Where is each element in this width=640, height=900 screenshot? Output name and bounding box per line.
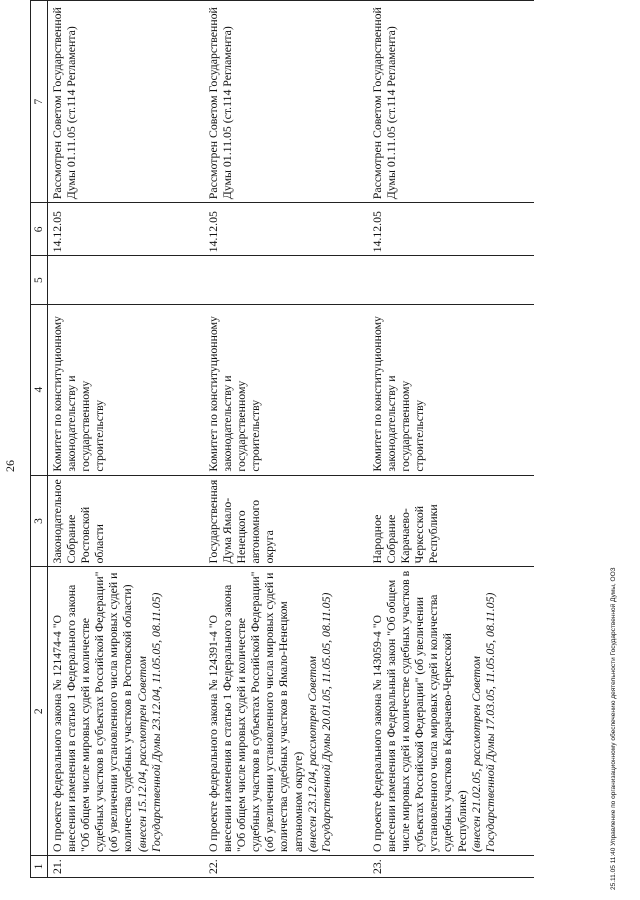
bill-title: О проекте федерального закона № 124391-4 "О внесении изменения в статью 1 Федерального закона "Об общем числе мировых судей и количестве судебных участков в субъектах Российской Федерации" (об увеличении установленного числа мировых судей и количества судебных участков в Ямало-Ненецком автономном округе) (206, 571, 305, 853)
footer-text: 25.11.05 11:40 Управление по организационному обеспечению деятельности Государственной Думы, ООЗ (610, 567, 617, 890)
bill-description (48, 567, 205, 856)
responsible-committee: Комитет по конституционному законодательству и государственному строительству (368, 304, 534, 475)
table-row (368, 1, 534, 878)
row-number: 21. (48, 856, 205, 878)
bill-history-note: (внесен 21.02.05, рассмотрен Советом Государственной Думы 17.03.05, 11.05.05, 08.11.05) (468, 592, 497, 853)
row-number: 22. (204, 856, 368, 878)
bill-description (368, 567, 534, 856)
review-date: 14.12.05 (204, 203, 368, 256)
initiator: Государственная Дума Ямало-Ненецкого автономного округа (204, 475, 368, 567)
header-row (31, 1, 48, 878)
status-note: Рассмотрен Советом Государственной Думы 01.11.05 (ст.114 Регламента) (368, 1, 534, 203)
status-note: Рассмотрен Советом Государственной Думы 01.11.05 (ст.114 Регламента) (204, 1, 368, 203)
bill-title: О проекте федерального закона № 121474-4 "О внесении изменения в статью 1 Федерального закона "Об общем числе мировых судей и количестве судебных участков в субъектах Российской Федерации" (об увеличении установленного числа мировых судей и количества судебных участков в Ростовской области) (50, 571, 135, 853)
bill-description (204, 567, 368, 856)
bill-history-note: (внесен 23.12.04, рассмотрен Советом Государственной Думы 20.01.05, 11.05.05, 08.11.05) (304, 592, 333, 853)
header-cell-1: 1 (31, 856, 48, 878)
bill-title: О проекте федерального закона № 143059-4 "О внесении изменения в Федеральный закон "Об общем числе мировых судей и количестве судебных участков в субъектах Российской Федерации" (об увеличении установленного числа мировых судей и количества судебных участков в Карачаево-Черкесской Республике) (370, 570, 469, 853)
review-date: 14.12.05 (48, 203, 205, 256)
column-5-cell (368, 256, 534, 304)
header-cell-2: 2 (31, 567, 48, 856)
header-cell-4: 4 (31, 304, 48, 475)
header-cell-6: 6 (31, 203, 48, 256)
review-date: 14.12.05 (368, 203, 534, 256)
status-note: Рассмотрен Советом Государственной Думы 01.11.05 (ст.114 Регламента) (48, 1, 205, 203)
row-number: 23. (368, 856, 534, 878)
initiator: Народное Собрание Карачаево-Черкесской Республики (368, 475, 534, 567)
page-number: 26 (3, 460, 17, 472)
responsible-committee: Комитет по конституционному законодательству и государственному строительству (48, 304, 205, 475)
table-row (204, 1, 368, 878)
responsible-committee: Комитет по конституционному законодательству и государственному строительству (204, 304, 368, 475)
header-cell-7: 7 (31, 1, 48, 203)
initiator: Законодательное Собрание Ростовской области (48, 475, 205, 567)
bill-history-note: (внесен 15.12.04, рассмотрен Советом Государственной Думы 23.12.04, 11.05.05, 08.11.05) (134, 592, 163, 853)
column-5-cell (48, 256, 205, 304)
agenda-table (30, 0, 534, 878)
column-5-cell (204, 256, 368, 304)
header-cell-5: 5 (31, 256, 48, 304)
table-row (48, 1, 205, 878)
header-cell-3: 3 (31, 475, 48, 567)
